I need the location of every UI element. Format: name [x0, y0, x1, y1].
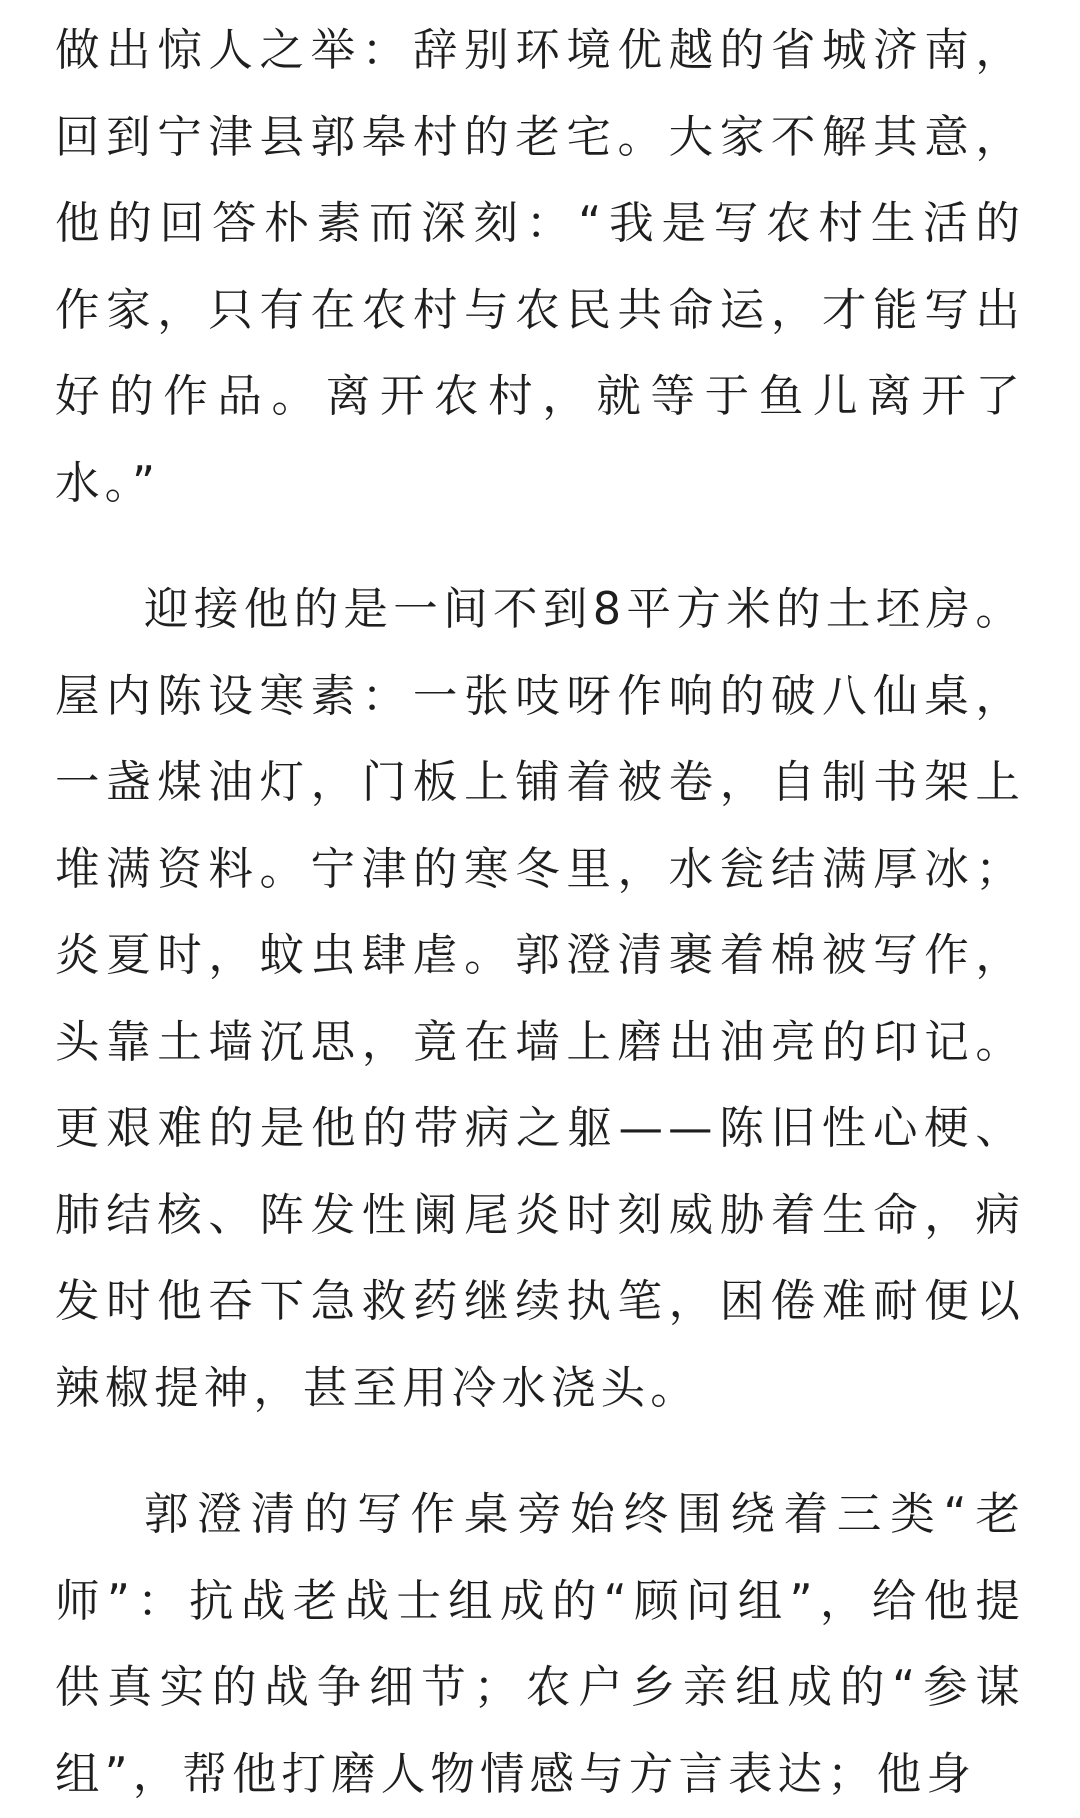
paragraph-1: 做出惊人之举：辞别环境优越的省城济南，回到宁津县郭皋村的老宅。大家不解其意，他的回答朴素而深刻：“我是写农村生活的作家，只有在农村与农民共命运，才能写出好的作品。离开农村，就等于鱼儿离开了水。”	[55, 25, 1025, 509]
paragraph-2: 迎接他的是一间不到8平方米的土坯房。屋内陈设寒素：一张吱呀作响的破八仙桌，一盏煤油灯，门板上铺着被卷，自制书架上堆满资料。宁津的寒冬里，水瓮结满厚冰；炎夏时，蚊虫肆虐。郭澄清裹着棉被写作，头靠土墙沉思，竟在墙上磨出油亮的印记。更艰难的是他的带病之躯——陈旧性心梗、肺结核、阵发性阑尾炎时刻威胁着生命，病发时他吞下急救药继续执笔，困倦难耐便以辣椒提神，甚至用冷水浇头。	[55, 584, 1025, 1414]
article-body	[55, 8, 1025, 1818]
paragraph-3: 郭澄清的写作桌旁始终围绕着三类“老师”：抗战老战士组成的“顾问组”，给他提供真实的战争细节；农户乡亲组成的“参谋组”，帮他打磨人物情感与方言表达；他身	[55, 1489, 1025, 1800]
